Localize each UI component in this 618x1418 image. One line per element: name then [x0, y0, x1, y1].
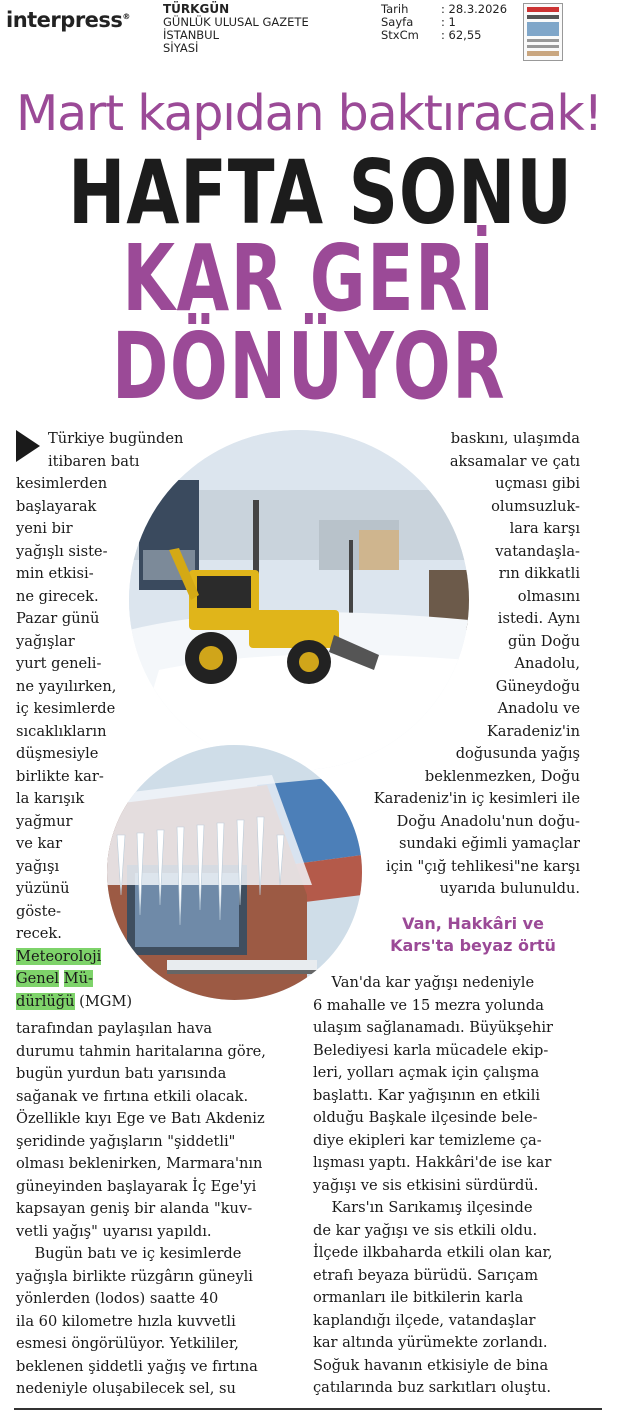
- text-line: etrafı beyaza bürüdü. Sarıçam: [313, 1266, 539, 1284]
- subheading-line-2: Kars'ta beyaz örtü: [390, 936, 556, 955]
- text-line: düşmesiyle: [16, 745, 99, 762]
- text-line: iç kesimlerde: [16, 700, 116, 717]
- highlight: Meteoroloji: [16, 947, 102, 965]
- text-line: Bugün batı ve iç kesimlerde: [16, 1245, 242, 1262]
- text-line: Pazar günü: [16, 610, 100, 627]
- text-line: lışması yaptı. Hakkâri'de ise kar: [313, 1154, 552, 1171]
- meta-date: Tarih : 28.3.2026: [381, 2, 508, 16]
- text-line: vatandaşla-: [495, 542, 580, 560]
- text-line: yağışla birlikte rüzgârın güneyli: [16, 1267, 253, 1285]
- meta-page: Sayfa : 1: [381, 15, 456, 29]
- text-line: yağışlar: [16, 632, 75, 650]
- text-line: durumu tahmin haritalarına göre,: [16, 1042, 266, 1060]
- text-line: göste-: [16, 902, 62, 920]
- text-line: İlçede ilkbaharda etkili olan kar,: [313, 1244, 553, 1261]
- highlight: Genel: [16, 970, 59, 987]
- text-line: doğusunda yağış: [455, 745, 580, 762]
- full-width-text: [16, 1018, 266, 1401]
- column-1-text: [48, 428, 183, 473]
- lead-arrow-icon: [16, 430, 40, 462]
- column-2-text: [374, 428, 580, 901]
- text-line: bugün yurdun batı yarısında: [16, 1065, 227, 1082]
- text-line: recek.: [16, 925, 62, 942]
- mgm-line-3: dürlüğü (MGM): [16, 992, 133, 1010]
- text-line: olması beklenirken, Marmara'nın: [16, 1155, 263, 1172]
- text-line: diye ekipleri kar temizleme ça-: [313, 1131, 542, 1149]
- subheading-line-1: Van, Hakkâri ve: [402, 914, 544, 933]
- text-line: birlikte kar-: [16, 767, 104, 785]
- text-line: rın dikkatli: [498, 565, 580, 582]
- text-line: de kar yağışı ve sis etkili oldu.: [313, 1221, 538, 1239]
- paper-type: GÜNLÜK ULUSAL GAZETE: [163, 15, 309, 29]
- text-line: Karadeniz'in iç kesimleri ile: [373, 790, 580, 807]
- text-line: ormanları ile bitkilerin karla: [313, 1289, 524, 1306]
- text-line: yüzünü: [16, 880, 70, 897]
- text-line: yağışı ve sis etkisini sürdürdü.: [313, 1176, 539, 1194]
- source-info: [163, 3, 353, 55]
- text-line: esmesi öngörülüyor. Yetkililer,: [16, 1335, 239, 1352]
- text-line: şeridinde yağışların "şiddetli": [16, 1132, 236, 1150]
- headline-line-2: KAR GERİ: [122, 225, 496, 332]
- text-line: yurt geneli-: [16, 655, 102, 672]
- text-line: çatılarında buz sarkıtları oluştu.: [313, 1379, 552, 1396]
- subheading: [368, 913, 578, 957]
- paper-name: TÜRKGÜN: [163, 2, 230, 16]
- text-line: beklenen şiddetli yağış ve fırtına: [16, 1357, 258, 1375]
- text-line: tarafından paylaşılan hava: [16, 1020, 213, 1037]
- text-line: kapsayan geniş bir alanda "kuv-: [16, 1200, 253, 1217]
- text-line: Anadolu ve: [497, 700, 580, 717]
- text-line: itibaren batı: [48, 452, 140, 470]
- text-line: aksamalar ve çatı: [449, 452, 580, 470]
- text-line: la karışık: [16, 790, 85, 807]
- text-line: güneyinden başlayarak İç Ege'yi: [16, 1177, 257, 1195]
- meta-stxcm: StxCm : 62,55: [381, 28, 482, 42]
- text-line: leri, yolları açmak için çalışma: [313, 1064, 540, 1081]
- text-line: yağmur: [16, 812, 73, 830]
- text-line: uyarıda bulunuldu.: [439, 880, 580, 897]
- text-line: Kars'ın Sarıkamış ilçesinde: [313, 1199, 533, 1216]
- text-line: için "çığ tehlikesi"ne karşı: [385, 857, 580, 875]
- text-line: başlayarak: [16, 497, 97, 515]
- text-line: sağanak ve fırtına etkili olacak.: [16, 1087, 249, 1105]
- highlight: Mü-: [63, 970, 93, 987]
- text-line: istedi. Aynı: [497, 610, 580, 627]
- text-line: Soğuk havanın etkisiyle de bina: [313, 1356, 549, 1374]
- text-line: gün Doğu: [507, 632, 580, 650]
- headline-line-3: DÖNÜYOR: [111, 313, 507, 420]
- text-line: olumsuzluk-: [491, 497, 580, 515]
- text-line: olmasını: [517, 587, 580, 605]
- text-line: kesimlerden: [16, 475, 108, 492]
- text-line: kar altında yürümekte zorlandı.: [313, 1334, 548, 1351]
- column-1-text-cont: [16, 473, 132, 1013]
- text-line: Anadolu,: [514, 655, 580, 672]
- text-line: yeni bir: [16, 520, 73, 537]
- page-thumbnail: [523, 3, 563, 61]
- text-line: yönlerden (lodos) saatte 40: [16, 1290, 219, 1307]
- text-line: Belediyesi karla mücadele ekip-: [313, 1041, 549, 1059]
- text-line: olduğu Başkale ilçesinde bele-: [313, 1109, 538, 1126]
- paper-section: SİYASİ: [163, 41, 199, 55]
- icicles-illustration: [107, 745, 362, 1000]
- text-line: kaplandığı ilçede, vatandaşlar: [313, 1311, 536, 1329]
- mgm-line-1: [16, 946, 132, 969]
- text-line: uçması gibi: [495, 475, 580, 492]
- icicles-photo: [104, 742, 365, 1003]
- text-line: ila 60 kilometre hızla kuvvetli: [16, 1312, 236, 1330]
- text-line: ne girecek.: [16, 587, 99, 605]
- text-line: ulaşım sağlanamadı. Büyükşehir: [313, 1019, 554, 1036]
- text-line: Van'da kar yağışı nedeniyle: [313, 974, 535, 991]
- text-line: baskını, ulaşımda: [450, 430, 580, 447]
- text-line: yağışı: [16, 857, 60, 875]
- text-line: Özellikle kıyı Ege ve Batı Akdeniz: [16, 1110, 265, 1127]
- text-line: sundaki eğimli yamaçlar: [399, 835, 580, 852]
- column-2-bottom-text: [313, 972, 553, 1400]
- mgm-line-2: [16, 968, 132, 991]
- text-line: min etkisi-: [16, 565, 94, 582]
- text-line: 6 mahalle ve 15 mezra yolunda: [313, 996, 544, 1014]
- text-line: beklenmezken, Doğu: [424, 767, 580, 785]
- text-line: Karadeniz'in: [486, 722, 580, 740]
- text-line: Güneydoğu: [495, 677, 580, 695]
- text-line: vetli yağış" uyarısı yapıldı.: [16, 1222, 212, 1240]
- text-line: Doğu Anadolu'nun doğu-: [396, 812, 580, 830]
- text-line: nedeniyle oluşabilecek sel, su: [16, 1380, 236, 1397]
- bottom-rule: [14, 1408, 602, 1410]
- headline-kicker: Mart kapıdan baktıracak!: [16, 85, 602, 142]
- text-line: sıcaklıkların: [16, 722, 107, 740]
- text-line: yağışlı siste-: [16, 542, 108, 560]
- text-line: ne yayılırken,: [16, 677, 117, 695]
- text-line: ve kar: [16, 835, 63, 852]
- clip-meta: [381, 3, 521, 42]
- text-line: başlattı. Kar yağışının en etkili: [313, 1086, 541, 1104]
- headline-line-1: HAFTA SONU: [67, 141, 573, 244]
- highlight: dürlüğü: [16, 992, 75, 1010]
- text-line: Türkiye bugünden: [48, 430, 184, 447]
- interpress-logo: interpress®: [6, 8, 130, 32]
- paper-city: İSTANBUL: [163, 28, 220, 42]
- text-line: lara karşı: [509, 520, 580, 537]
